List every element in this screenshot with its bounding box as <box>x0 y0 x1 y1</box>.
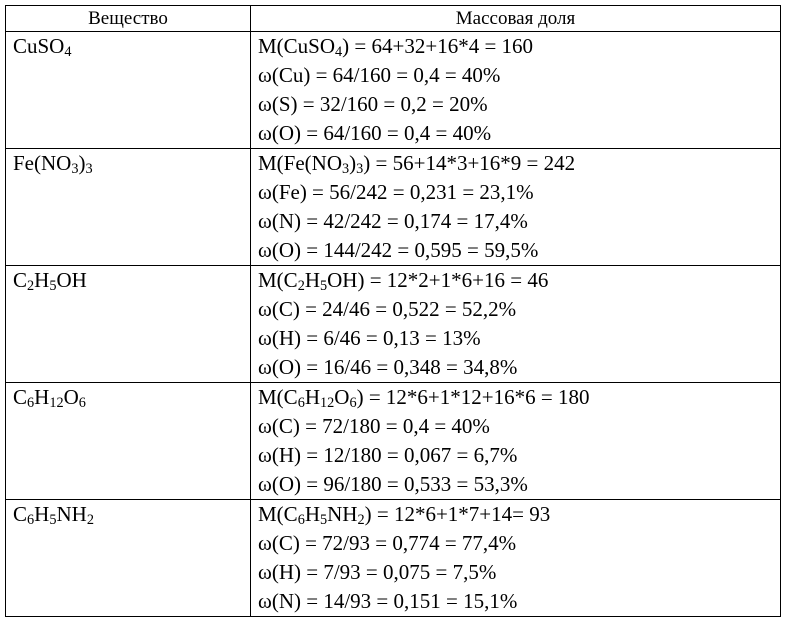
formula-text: H <box>304 268 320 292</box>
formula-text: ω(C) = 24/46 = 0,522 = 52,2% <box>258 297 517 321</box>
mass-fraction-cell <box>251 266 781 383</box>
formula-text: CuSO <box>13 34 65 58</box>
formula-text: ω(C) = 72/93 = 0,774 = 77,4% <box>258 531 517 555</box>
formula-text: ) <box>349 151 357 175</box>
formula-subscript: 2 <box>297 277 305 294</box>
substance-formula <box>13 500 243 529</box>
substance-cell <box>6 383 251 500</box>
mass-fraction-line <box>258 207 773 236</box>
molar-mass-line <box>258 32 773 61</box>
mass-fraction-cell <box>251 383 781 500</box>
formula-text: M(C <box>258 268 298 292</box>
formula-text: ) = 12*6+1*12+16*6 = 180 <box>356 385 590 409</box>
formula-subscript: 4 <box>64 43 72 60</box>
header-row <box>6 6 781 32</box>
formula-subscript: 2 <box>357 511 365 528</box>
mass-fraction-line <box>258 529 773 558</box>
formula-text: C <box>13 502 28 526</box>
molar-mass-line <box>258 149 773 178</box>
mass-fraction-cell <box>251 500 781 617</box>
formula-subscript: 4 <box>335 43 343 60</box>
formula-text: NH <box>327 502 358 526</box>
formula-subscript: 3 <box>85 160 93 177</box>
header-mass-fraction: Массовая доля <box>251 6 781 32</box>
mass-fraction-line <box>258 295 773 324</box>
table-body <box>6 32 781 617</box>
formula-subscript: 12 <box>320 394 335 411</box>
formula-subscript: 6 <box>297 394 305 411</box>
mass-fraction-cell <box>251 149 781 266</box>
formula-subscript: 6 <box>78 394 86 411</box>
formula-text: OH) = 12*2+1*6+16 = 46 <box>327 268 549 292</box>
substance-formula <box>13 149 243 178</box>
formula-subscript: 5 <box>320 511 328 528</box>
header-substance: Вещество <box>6 6 251 32</box>
formula-text: ω(N) = 42/242 = 0,174 = 17,4% <box>258 209 528 233</box>
substance-formula <box>13 266 243 295</box>
formula-text: M(CuSO <box>258 34 336 58</box>
mass-fraction-line <box>258 236 773 265</box>
table-row <box>6 32 781 149</box>
formula-text: Fe(NO <box>13 151 72 175</box>
mass-fraction-line <box>258 119 773 148</box>
formula-text: H <box>34 385 50 409</box>
mass-fraction-line <box>258 61 773 90</box>
mass-fraction-table <box>5 5 781 617</box>
formula-text: ) = 64+32+16*4 = 160 <box>342 34 534 58</box>
formula-text: ω(S) = 32/160 = 0,2 = 20% <box>258 92 488 116</box>
formula-text: NH <box>56 502 87 526</box>
formula-text: ω(H) = 12/180 = 0,067 = 6,7% <box>258 443 518 467</box>
formula-subscript: 6 <box>27 394 35 411</box>
molar-mass-line <box>258 383 773 412</box>
formula-text: H <box>34 502 50 526</box>
mass-fraction-line <box>258 587 773 616</box>
formula-subscript: 3 <box>342 160 350 177</box>
mass-fraction-line <box>258 470 773 499</box>
formula-text: ) = 56+14*3+16*9 = 242 <box>363 151 576 175</box>
formula-text: ω(O) = 96/180 = 0,533 = 53,3% <box>258 472 528 496</box>
mass-fraction-line <box>258 441 773 470</box>
formula-text: M(C <box>258 385 298 409</box>
formula-text: ω(Fe) = 56/242 = 0,231 = 23,1% <box>258 180 534 204</box>
formula-text: ω(O) = 16/46 = 0,348 = 34,8% <box>258 355 518 379</box>
formula-text: ω(N) = 14/93 = 0,151 = 15,1% <box>258 589 518 613</box>
formula-text: OH <box>56 268 87 292</box>
formula-text: O <box>334 385 350 409</box>
formula-subscript: 6 <box>27 511 35 528</box>
formula-text: H <box>304 502 320 526</box>
formula-text: ω(C) = 72/180 = 0,4 = 40% <box>258 414 490 438</box>
formula-text: H <box>34 268 50 292</box>
formula-subscript: 5 <box>49 511 57 528</box>
formula-text: C <box>13 268 28 292</box>
formula-text: H <box>304 385 320 409</box>
substance-formula <box>13 32 243 61</box>
formula-subscript: 2 <box>86 511 94 528</box>
formula-text: ω(O) = 64/160 = 0,4 = 40% <box>258 121 492 145</box>
formula-text: ) <box>78 151 86 175</box>
formula-subscript: 6 <box>349 394 357 411</box>
molar-mass-line <box>258 266 773 295</box>
mass-fraction-line <box>258 412 773 441</box>
substance-cell <box>6 149 251 266</box>
formula-subscript: 5 <box>49 277 57 294</box>
mass-fraction-line <box>258 324 773 353</box>
table-row <box>6 149 781 266</box>
table-row <box>6 266 781 383</box>
substance-cell <box>6 266 251 383</box>
mass-fraction-line <box>258 353 773 382</box>
formula-text: M(C <box>258 502 298 526</box>
substance-cell <box>6 500 251 617</box>
substance-formula <box>13 383 243 412</box>
formula-text: ) = 12*6+1*7+14= 93 <box>364 502 551 526</box>
table-row <box>6 383 781 500</box>
substance-cell <box>6 32 251 149</box>
molar-mass-line <box>258 500 773 529</box>
formula-text: ω(Cu) = 64/160 = 0,4 = 40% <box>258 63 501 87</box>
formula-subscript: 3 <box>71 160 79 177</box>
formula-subscript: 6 <box>297 511 305 528</box>
formula-subscript: 5 <box>320 277 328 294</box>
mass-fraction-cell <box>251 32 781 149</box>
mass-fraction-line <box>258 90 773 119</box>
table-row <box>6 500 781 617</box>
formula-text: ω(O) = 144/242 = 0,595 = 59,5% <box>258 238 539 262</box>
formula-text: ω(H) = 6/46 = 0,13 = 13% <box>258 326 481 350</box>
formula-subscript: 12 <box>49 394 64 411</box>
formula-subscript: 3 <box>356 160 364 177</box>
mass-fraction-line <box>258 558 773 587</box>
formula-text: ω(H) = 7/93 = 0,075 = 7,5% <box>258 560 497 584</box>
formula-subscript: 2 <box>27 277 35 294</box>
mass-fraction-line <box>258 178 773 207</box>
formula-text: M(Fe(NO <box>258 151 342 175</box>
formula-text: C <box>13 385 28 409</box>
formula-text: O <box>63 385 79 409</box>
